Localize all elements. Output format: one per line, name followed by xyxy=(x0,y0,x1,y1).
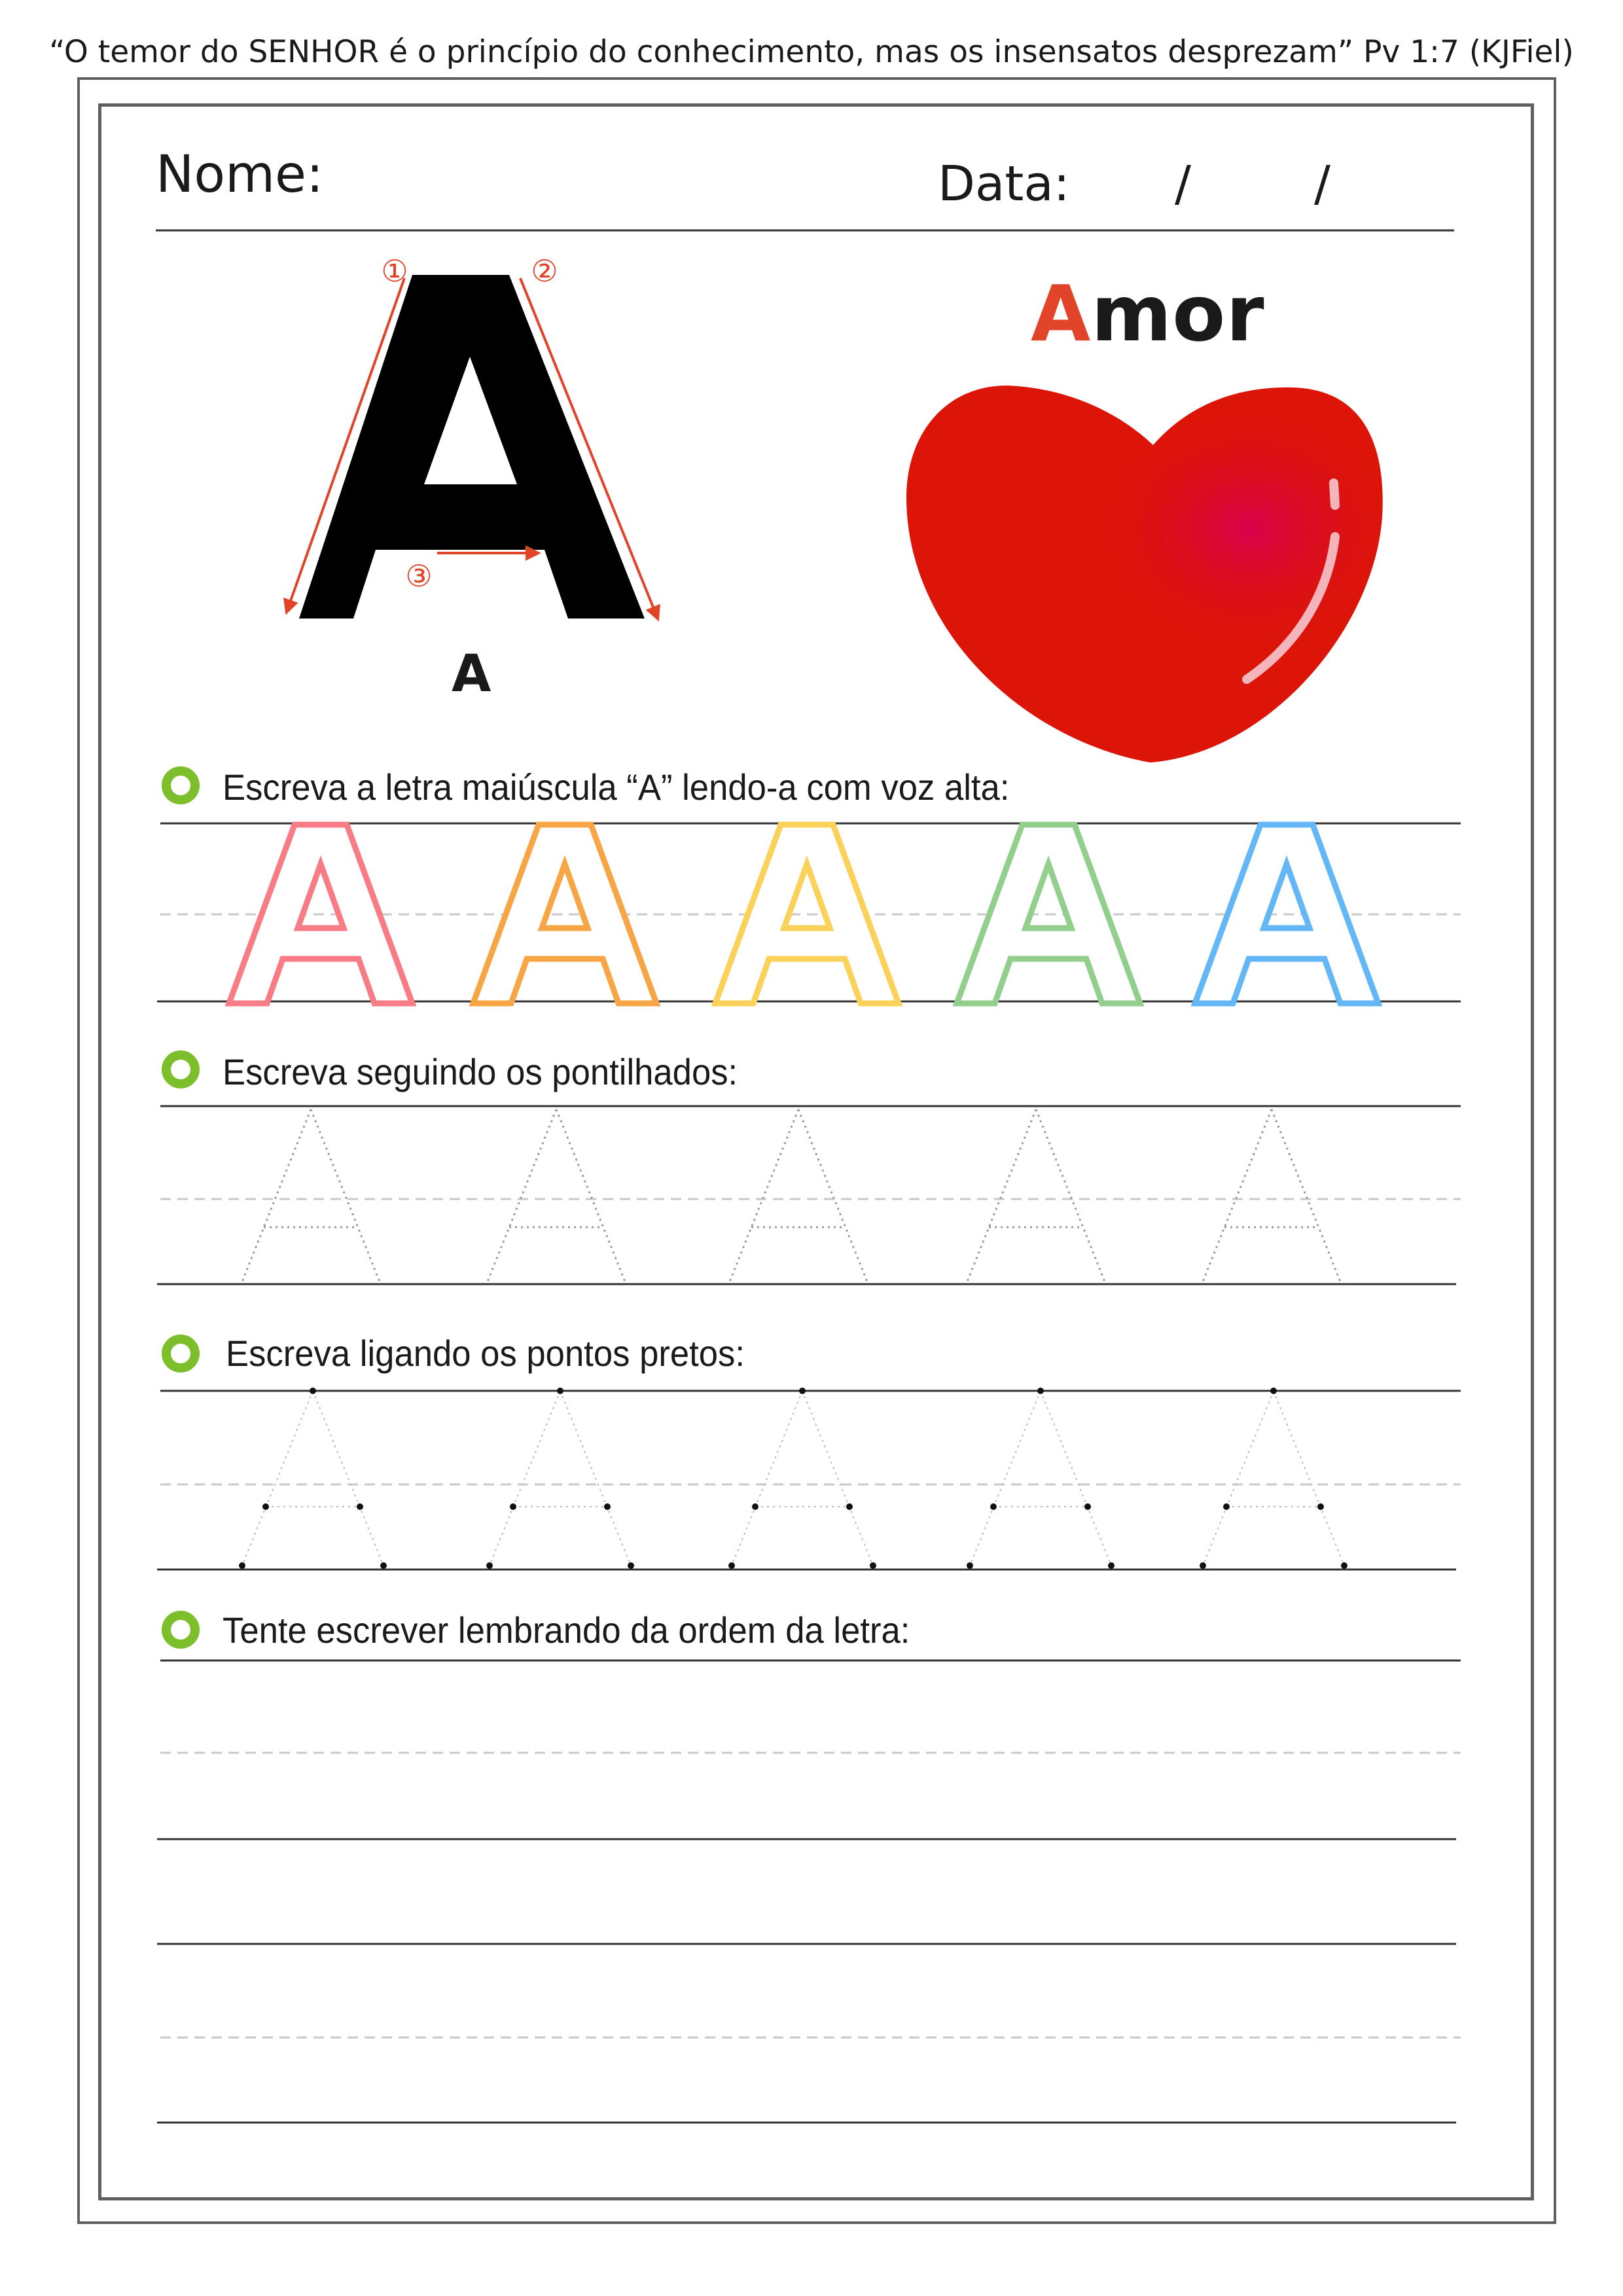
instruction-1: Escreva a letra maiúscula “A” lendo-a com voz alta: xyxy=(223,766,1010,808)
stroke-mark-2: ② xyxy=(531,253,558,289)
stroke-mark-3: ③ xyxy=(405,558,433,594)
dotted-letter-a-2 xyxy=(488,1109,625,1282)
dotted-letter-a-1 xyxy=(242,1109,380,1282)
bullet-2 xyxy=(166,1055,195,1084)
dot-letter-a-3 xyxy=(728,1388,876,1569)
demo-small-letter: A xyxy=(452,645,491,704)
bullet-4 xyxy=(166,1615,195,1644)
section-4-lines xyxy=(157,1660,1461,2123)
dot-letter-a-5 xyxy=(1200,1388,1347,1569)
name-label: Nome: xyxy=(156,145,324,204)
date-label: Data: xyxy=(938,156,1070,212)
section-2-lines xyxy=(157,1106,1461,1284)
example-word-rest: mor xyxy=(1091,268,1265,359)
dot-letter-a-4 xyxy=(967,1388,1115,1569)
header-verse: “O temor do SENHOR é o princípio do conhecimento, mas os insensatos desprezam” Pv 1:7 (KJFiel) xyxy=(49,34,1574,70)
section-3-lines xyxy=(157,1391,1461,1570)
bullet-1 xyxy=(166,771,195,800)
heart-icon xyxy=(906,386,1383,762)
date-separator-2: / xyxy=(1314,156,1330,212)
dotted-letter-a-4 xyxy=(967,1109,1105,1282)
instruction-4: Tente escrever lembrando da ordem da letra: xyxy=(223,1609,910,1651)
example-word-first-letter: A xyxy=(1031,268,1092,359)
dot-letter-a-1 xyxy=(239,1388,387,1569)
date-separator-1: / xyxy=(1175,156,1191,212)
dot-letter-a-2 xyxy=(486,1388,634,1569)
instruction-2: Escreva seguindo os pontilhados: xyxy=(223,1051,738,1092)
dotted-trace-letters xyxy=(242,1109,1340,1282)
bullet-3 xyxy=(166,1339,195,1368)
connect-dot-letters xyxy=(239,1388,1347,1569)
stroke-mark-1: ① xyxy=(381,253,408,289)
dotted-letter-a-3 xyxy=(730,1109,867,1282)
demo-letter-a xyxy=(299,275,645,619)
instruction-3: Escreva ligando os pontos pretos: xyxy=(226,1333,745,1374)
dotted-letter-a-5 xyxy=(1203,1109,1340,1282)
section-bullets xyxy=(166,771,195,1644)
